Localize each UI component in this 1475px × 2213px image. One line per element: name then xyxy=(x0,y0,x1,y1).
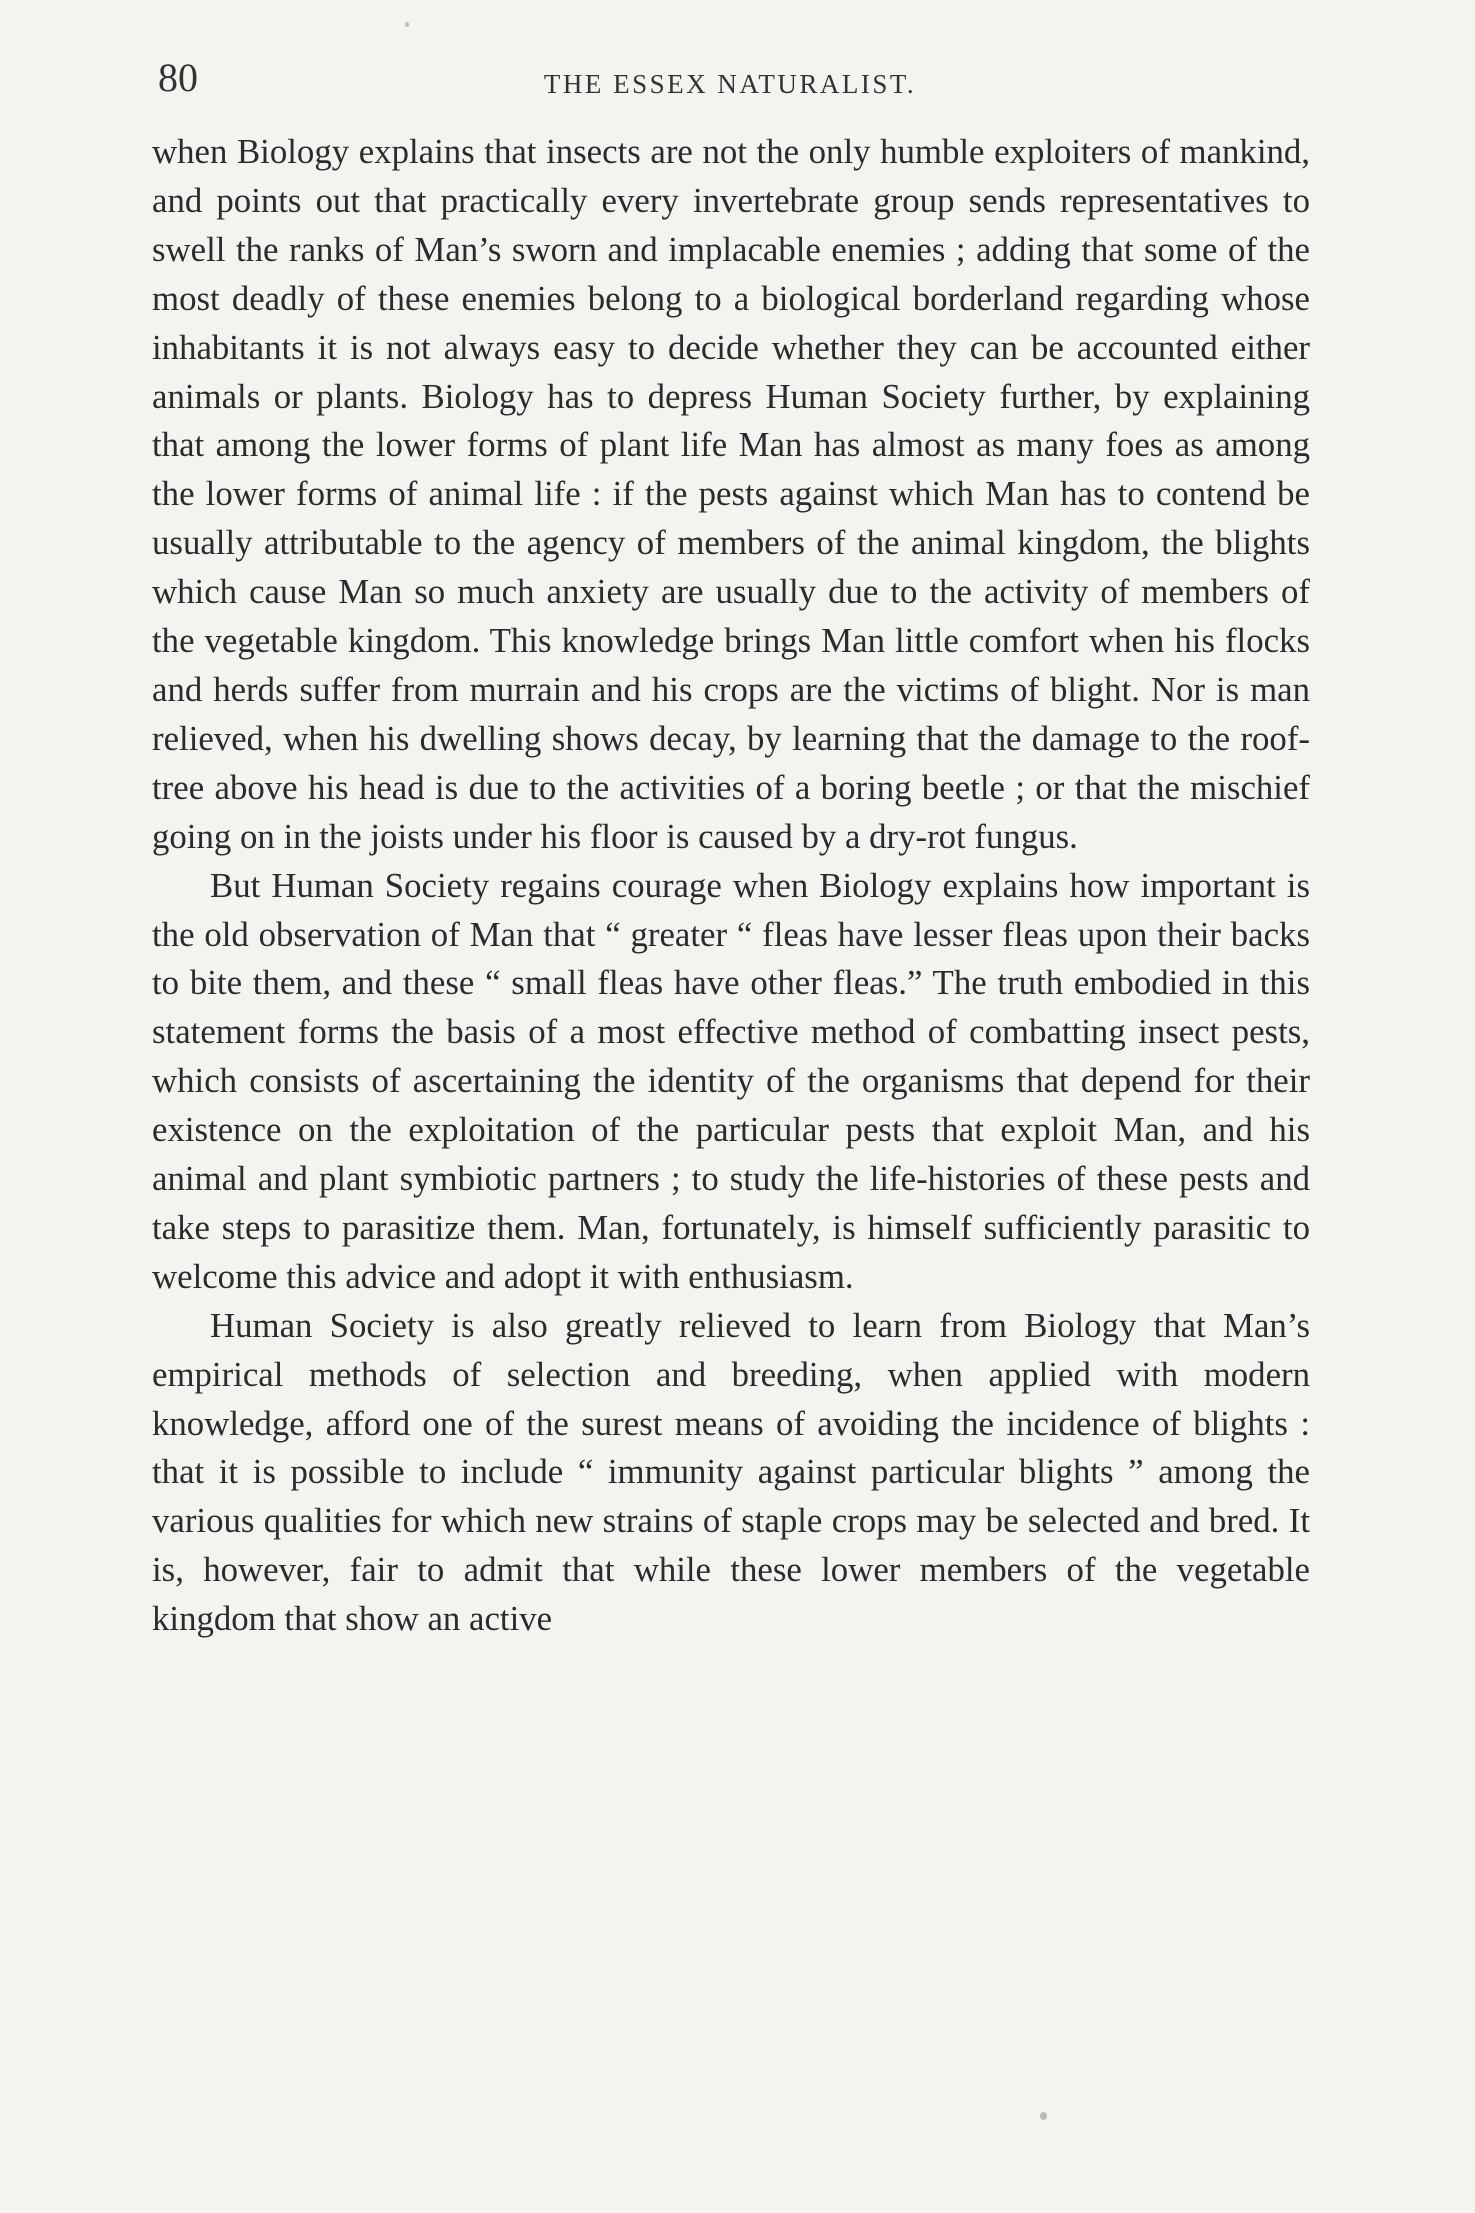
journal-title: THE ESSEX NATURALIST. xyxy=(543,69,917,99)
body-text xyxy=(152,128,1310,1644)
paragraph-2: But Human Society regains courage when Biology explains how important is the old observation of Man that “ greater “ fleas have lesser fleas upon their backs to bite them, and these “ small fleas have other fleas.” The truth embodied in this statement forms the basis of a most effective method of combatting insect pests, which consists of ascertaining the identity of the organisms that depend for their existence on the exploitation of the particular pests that exploit Man, and his animal and plant symbiotic partners ; to study the life-histories of these pests and take steps to parasitize them. Man, fortunately, is himself sufficiently parasitic to welcome this advice and adopt it with enthusiasm. xyxy=(152,865,1310,1296)
paragraph-3: Human Society is also greatly relieved to learn from Biology that Man’s empirical methods of selection and breeding, when applied with modern knowledge, afford one of the surest means of avoiding the incidence of blights : that it is possible to include “ immunity against particular blights ” among the various qualities for which new strains of staple crops may be selected and bred. It is, however, fair to admit that while these lower members of the vegetable kingdom that show an active xyxy=(152,1305,1310,1639)
running-head xyxy=(150,48,1310,108)
paragraph-1: when Biology explains that insects are not the only humble exploiters of mankind, and points out that practically every invertebrate group sends representatives to swell the ranks of Man’s sworn and implacable enemies ; adding that some of the most deadly of these enemies belong to a biological borderland regarding whose inhabitants it is not always easy to decide whether they can be accounted either animals or plants. Biology has to depress Human Society further, by explaining that among the lower forms of plant life Man has almost as many foes as among the lower forms of animal life : if the pests against which Man has to contend be usually attributable to the agency of members of the animal kingdom, the blights which cause Man so much anxiety are usually due to the activity of members of the vegetable kingdom. This knowledge brings Man little comfort when his flocks and herds suffer from murrain and his crops are the victims of blight. Nor is man relieved, when his dwelling shows decay, by learning that the damage to the roof-tree above his head is due to the activities of a boring beetle ; or that the mischief going on in the joists under his floor is caused by a dry-rot fungus. xyxy=(152,132,1310,856)
page-number: 80 xyxy=(158,55,198,100)
paper-speck xyxy=(1040,2112,1047,2120)
paper-speck xyxy=(405,22,409,27)
